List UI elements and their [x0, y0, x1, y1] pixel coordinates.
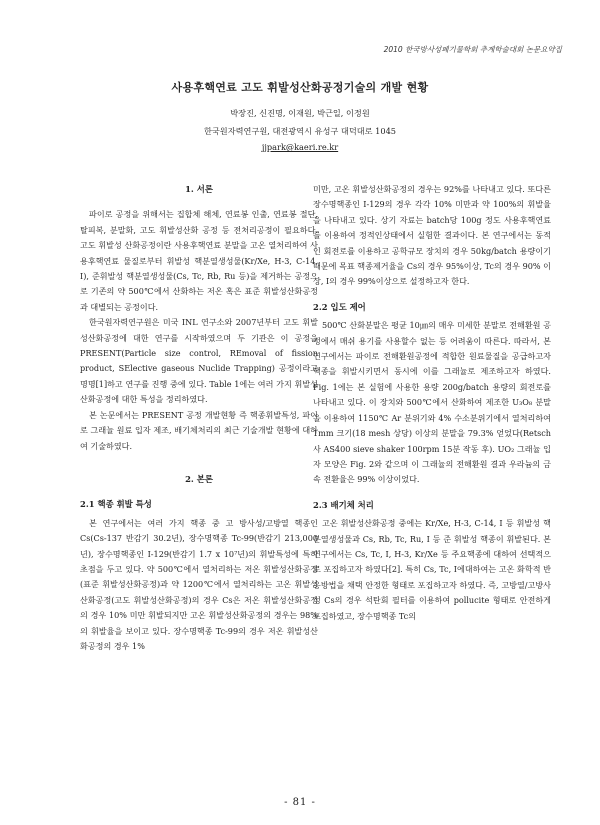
intro-paragraph-2: 한국원자력연구원은 미국 INL 연구소와 2007년부터 고도 휘발성산화공정에 대한 연구를 시작하였으며 두 기관은 이 공정을 PRESENT(Particle size control, REmoval of fission product, SElective gaseous Nuclide Trapping) 공정이라고 명명[1]하고 연구를 진행 중에 있다. Table 1에는 여러 가지 휘발성산화공정에 대한 특성을 정리하였다. [80, 317, 318, 405]
paper-title: 사용후핵연료 고도 휘발성산화공정기술의 개발 현황 [171, 81, 429, 94]
section-2-1-paragraph: 본 연구에서는 여러 가지 핵종 중 고 방사성/고방열 핵종인 Cs(Cs-137 반감기 30.2년), 장수명핵종 Tc-99(반감기 213,000년), 장수명핵종인 I-129(반감기 1.7 x 10⁷년)의 휘발특성에 특히 초점을 두고 있다. 약 500℃에서 열처리하는 저온 휘발성산화공정(표준 휘발성산화공정)과 약 1200℃에서 열처리하는 고온 휘발성산화공정(고도 휘발성산화공정)의 경우 Cs은 저온 휘발성산화공정의 경우 10% 미만 휘발되지만 고온 휘발성산화공정의 경우는 98%의 휘발율을 보이고 있다. 장수명핵종 Tc-99의 경우 저온 휘발성산화공정의 경우 1% [80, 517, 318, 651]
intro-paragraph-1: 파이로 공정을 위해서는 집합체 해체, 연료봉 인출, 연료봉 절단, 탈피복, 분말화, 고도 휘발성산화 공정 등 전처리공정이 필요하다. 고도 휘발성 산화공정이란 사용후핵연료 분말을 고온 열처리하여 사용후핵연료 물질로부터 휘발성 핵분열생성물(Kr/Xe, H-3, C-14, I), 준휘발성 핵분열생성물(Cs, Tc, Rb, Ru 등)을 제거하는 공정으로 기존의 약 500℃에서 산화하는 저온 혹은 표준 휘발성산화공정과 대별되는 공정이다. [80, 209, 318, 312]
intro-heading: 1. 서론 [185, 184, 213, 194]
section-2-3-heading: 2.3 배기체 처리 [313, 499, 374, 510]
left-column [80, 182, 318, 654]
page-number: - 81 - [284, 797, 316, 808]
section-2-2-paragraph: 500℃ 산화분말은 평균 10㎛의 매우 미세한 분말로 전해환원 공정에서 매쉬 용기를 사용할수 없는 등 어려움이 따른다. 따라서, 본 연구에서는 파이로 전해환원공정에 적합한 원료물질을 공급하고자 핵종을 휘발시키면서 동시에 이를 그래뉼로 제조하고자 하였다. Fig. 1에는 본 실험에 사용한 용량 200g/batch 용량의 회전로를 나타내고 있다. 이 장치와 500℃에서 산화하여 제조한 U₃O₈ 분말을 이용하여 1150℃ Ar 분위기와 4% 수소분위기에서 열처리하여 1mm 크기(18 mesh 상당) 이상의 분말을 79.3% 얻었다(Retsch사 AS400 sieve shaker 100rpm 15분 작동 후). UO₂ 그래뉼 입자 모양은 Fig. 2와 같으며 이 그래뉼의 전해환원 결과 우라늄의 금속 전환율은 99% 이상이었다. [313, 320, 551, 485]
intro-paragraph-3: 본 논문에서는 PRESENT 공정 개발현황 즉 핵종휘발특성, 파이로 그래뉼 원료 입자 제조, 배기체처리의 최근 기술개발 현황에 대하여 기술하였다. [80, 409, 318, 451]
section-2-1-continuation: 미만, 고온 휘발성산화공정의 경우는 92%를 나타내고 있다. 또다른 장수명핵종인 I-129의 경우 각각 10% 미만과 약 100%의 휘발율을 나타내고 있다. 상기 자료는 batch당 100g 정도 사용후핵연료를 이용하여 정적인상태에서 실험한 결과이다. 본 연구에서는 동적인 회전로를 이용하고 공학규모 장치의 경우 50kg/batch 용량이기 때문에 목표 핵종제거율을 Cs의 경우 95%이상, Tc의 경우 90% 이상, I의 경우 99%이상으로 설정하고자 한다. [313, 184, 551, 287]
section-2-1-heading: 2.1 핵종 휘발 특성 [80, 499, 152, 510]
conference-header: 2010 한국방사성폐기물학회 추계학술대회 논문요약집 [383, 45, 562, 54]
body-heading: 2. 본론 [185, 473, 213, 484]
affiliation: 한국원자력연구원, 대전광역시 유성구 대덕대로 1045 [203, 126, 397, 136]
section-2-3-paragraph: 고온 휘발성산화공정 중에는 Kr/Xe, H-3, C-14, I 등 휘발성 핵분열생성물과 Cs, Rb, Tc, Ru, I 등 준 휘발성 핵종이 휘발된다. 본 연구에서는 Cs, Tc, I, H-3, Kr/Xe 등 주요핵종에 대하여 선택적으로 포집하고자 하였다[2]. 특히 Cs, Tc, I에대하여는 고온 화학적 반응방법을 채택 안정한 형태로 포집하고자 하였다. 즉, 고방열/고방사성 Cs의 경우 석탄회 필터를 이용하여 pollucite 형태로 안전하게 포집하였고, 장수명핵종 Tc의 [313, 518, 551, 621]
author-email[interactable]: jjpark@kaeri.re.kr [261, 142, 339, 152]
right-column [313, 182, 551, 624]
author-list: 박장진, 신진명, 이재원, 박근일, 이정원 [230, 108, 370, 118]
section-2-2-heading: 2.2 입도 제어 [313, 301, 366, 312]
